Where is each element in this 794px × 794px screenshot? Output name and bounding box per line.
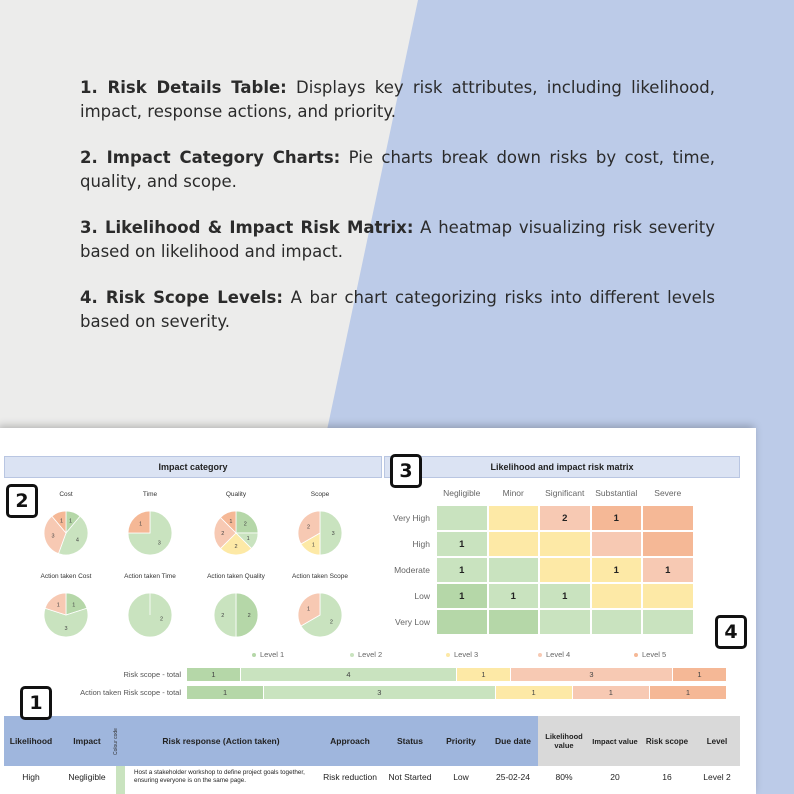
pie-slice-label: 1 bbox=[311, 542, 315, 549]
badge-2: 2 bbox=[6, 484, 38, 518]
pie-title: Action taken Quality bbox=[207, 573, 265, 580]
matrix-cell bbox=[436, 505, 488, 531]
legend-label: Level 1 bbox=[260, 650, 285, 659]
legend-swatch bbox=[350, 653, 354, 657]
matrix-row-label: Very Low bbox=[395, 617, 430, 627]
td-impact-value: 20 bbox=[610, 772, 620, 782]
pie-chart bbox=[211, 508, 261, 558]
th-risk-scope: Risk scope bbox=[645, 736, 689, 746]
matrix-row-label: Very High bbox=[393, 513, 430, 523]
td-status: Not Started bbox=[388, 772, 432, 782]
intro-item-1: 1. Risk Details Table: Displays key risk attributes, including likelihood, impact, response actions, and priority. bbox=[80, 78, 715, 121]
matrix-cell bbox=[436, 609, 488, 635]
bar-segment: 1 bbox=[673, 668, 727, 681]
matrix-cell: 2 bbox=[539, 505, 591, 531]
bar-segment: 3 bbox=[264, 686, 495, 699]
risk-matrix-header: Likelihood and impact risk matrix bbox=[384, 456, 740, 478]
legend-label: Level 5 bbox=[642, 650, 667, 659]
pie-slice-label: 1 bbox=[229, 518, 233, 525]
legend-swatch bbox=[538, 653, 542, 657]
pie-slice-label: 1 bbox=[56, 602, 60, 609]
pie-title: Scope bbox=[310, 491, 330, 498]
bar-segment: 1 bbox=[650, 686, 727, 699]
pie-slice-label: 1 bbox=[139, 521, 143, 528]
pie-slice-label: 2 bbox=[221, 613, 225, 619]
badge-3: 3 bbox=[390, 454, 422, 488]
matrix-cell bbox=[488, 531, 540, 557]
pie-title: Time bbox=[142, 491, 158, 498]
bar-segment: 1 bbox=[496, 686, 573, 699]
pie-title: Action taken Scope bbox=[291, 573, 348, 580]
matrix-row-label: Moderate bbox=[394, 565, 430, 575]
pie-title: Action taken Time bbox=[124, 573, 176, 580]
th-due-date: Due date bbox=[495, 736, 531, 746]
td-impact: Negligible bbox=[68, 772, 106, 782]
matrix-cell: 1 bbox=[436, 531, 488, 557]
matrix-row-label: High bbox=[412, 539, 430, 549]
legend-label: Level 4 bbox=[546, 650, 571, 659]
pie-slice-label: 2 bbox=[307, 524, 311, 531]
td-likelihood-value: 80% bbox=[555, 772, 573, 782]
bar-segment: 1 bbox=[457, 668, 511, 681]
th-status: Status bbox=[397, 736, 423, 746]
pie-chart bbox=[125, 590, 175, 640]
th-approach: Approach bbox=[330, 736, 370, 746]
matrix-cell bbox=[488, 557, 540, 583]
matrix-column-label: Minor bbox=[502, 488, 524, 498]
pie-slice-label: 2 bbox=[221, 531, 225, 537]
intro-item-2: 2. Impact Category Charts: Pie charts break down risks by cost, time, quality, and scope. bbox=[80, 148, 715, 191]
dashboard-sheet bbox=[0, 428, 756, 794]
td-priority: Low bbox=[453, 772, 469, 782]
matrix-cell bbox=[642, 505, 694, 531]
matrix-cell bbox=[642, 583, 694, 609]
pie-slice bbox=[236, 511, 258, 533]
legend-swatch bbox=[252, 653, 256, 657]
matrix-cell bbox=[591, 531, 643, 557]
matrix-column-label: Severe bbox=[654, 488, 682, 498]
pie-title: Cost bbox=[59, 491, 73, 498]
pie-chart bbox=[41, 508, 91, 558]
legend-label: Level 3 bbox=[454, 650, 479, 659]
pie-slice-label: 3 bbox=[64, 626, 68, 633]
legend-label: Level 2 bbox=[358, 650, 383, 659]
pie-slice-label: 3 bbox=[157, 540, 161, 547]
colour-code-swatch bbox=[116, 766, 125, 794]
td-level: Level 2 bbox=[703, 772, 731, 782]
legend-item bbox=[252, 650, 284, 659]
matrix-cell bbox=[642, 609, 694, 635]
matrix-cell bbox=[488, 505, 540, 531]
th-impact: Impact bbox=[73, 736, 101, 746]
pie-slice-label: 2 bbox=[329, 619, 333, 626]
badge-4: 4 bbox=[715, 615, 747, 649]
pie-chart bbox=[125, 508, 175, 558]
th-priority: Priority bbox=[446, 736, 476, 746]
td-risk-response: Host a stakeholder workshop to define project goals together, ensuring everyone is on the same page. bbox=[134, 769, 305, 784]
bar-segment: 3 bbox=[511, 668, 673, 681]
legend-swatch bbox=[634, 653, 638, 657]
bar-segment: 1 bbox=[187, 668, 241, 681]
pie-slice-label: 4 bbox=[75, 537, 79, 544]
matrix-row-label: Low bbox=[414, 591, 430, 601]
pie-chart bbox=[211, 590, 261, 640]
pie-slice-label: 1 bbox=[68, 518, 73, 525]
pie-slice-label: 2 bbox=[243, 521, 247, 528]
td-risk-scope: 16 bbox=[662, 772, 672, 782]
legend-item bbox=[446, 650, 478, 659]
pie-slice-label: 1 bbox=[59, 518, 64, 525]
matrix-cell bbox=[539, 609, 591, 635]
pie-slice-label: 1 bbox=[307, 606, 311, 613]
bar-segment: 1 bbox=[573, 686, 650, 699]
pie-slice-label: 1 bbox=[72, 602, 76, 609]
td-due-date: 25-02-24 bbox=[495, 772, 531, 782]
matrix-cell bbox=[642, 531, 694, 557]
matrix-cell bbox=[591, 609, 643, 635]
intro-item-4: 4. Risk Scope Levels: A bar chart categorizing risks into different levels based on severity. bbox=[80, 288, 715, 331]
legend-item bbox=[350, 650, 382, 659]
th-risk-response: Risk response (Action taken) bbox=[162, 736, 280, 746]
matrix-cell: 1 bbox=[436, 557, 488, 583]
th-level: Level bbox=[706, 736, 728, 746]
matrix-column-label: Substantial bbox=[595, 488, 638, 498]
pie-title: Action taken Cost bbox=[40, 573, 92, 580]
matrix-cell bbox=[539, 557, 591, 583]
matrix-cell bbox=[539, 531, 591, 557]
impact-category-header: Impact category bbox=[4, 456, 382, 478]
bar-category-label: Risk scope - total bbox=[123, 670, 181, 679]
bar-segment: 4 bbox=[241, 668, 457, 681]
bar-category-label: Action taken Risk scope - total bbox=[80, 688, 181, 697]
badge-1: 1 bbox=[20, 686, 52, 720]
matrix-cell: 1 bbox=[539, 583, 591, 609]
th-likelihood: Likelihood bbox=[9, 736, 53, 746]
legend-swatch bbox=[446, 653, 450, 657]
matrix-cell: 1 bbox=[436, 583, 488, 609]
pie-title: Quality bbox=[225, 491, 247, 498]
td-likelihood: High bbox=[22, 772, 40, 782]
pie-slice bbox=[214, 593, 236, 637]
matrix-cell: 1 bbox=[488, 583, 540, 609]
matrix-cell bbox=[591, 583, 643, 609]
pie-chart bbox=[295, 590, 345, 640]
pie-chart bbox=[295, 508, 345, 558]
pie-chart bbox=[41, 590, 91, 640]
colour-code-header: Colour code bbox=[113, 728, 119, 756]
matrix-cell bbox=[488, 609, 540, 635]
td-approach: Risk reduction bbox=[323, 772, 377, 782]
th-likelihood-value: Likelihood value bbox=[545, 732, 583, 750]
legend-item bbox=[634, 650, 666, 659]
matrix-column-label: Negligible bbox=[443, 488, 481, 498]
matrix-cell: 1 bbox=[591, 557, 643, 583]
pie-slice-label: 2 bbox=[160, 616, 164, 623]
pie-slice-label: 3 bbox=[51, 533, 55, 540]
intro-text bbox=[80, 76, 715, 356]
pie-slice-label: 1 bbox=[246, 536, 250, 543]
legend-item bbox=[538, 650, 570, 659]
pie-slice-label: 3 bbox=[331, 531, 335, 537]
bar-segment: 1 bbox=[187, 686, 264, 699]
matrix-column-label: Significant bbox=[545, 488, 585, 498]
matrix-cell: 1 bbox=[591, 505, 643, 531]
th-impact-value: Impact value bbox=[592, 736, 638, 746]
pie-slice-label: 2 bbox=[247, 613, 251, 619]
intro-item-3: 3. Likelihood & Impact Risk Matrix: A heatmap visualizing risk severity based on likelihood and impact. bbox=[80, 218, 715, 261]
matrix-cell: 1 bbox=[642, 557, 694, 583]
pie-slice-label: 2 bbox=[234, 544, 238, 551]
